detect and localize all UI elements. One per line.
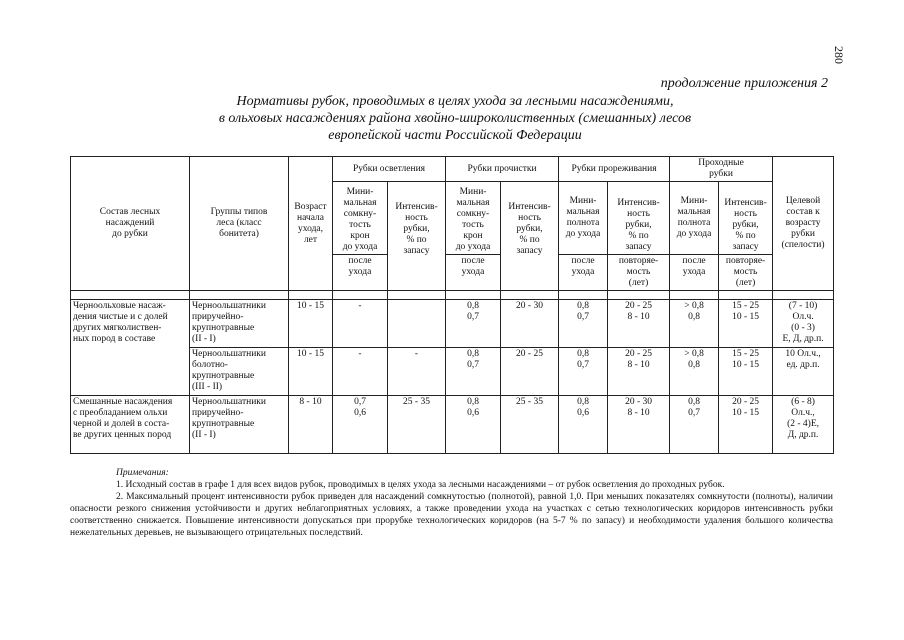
row1-passing-min: > 0,8 0,8: [670, 300, 719, 348]
row3-passing-min: 0,8 0,7: [670, 396, 719, 454]
row3-composition: Смешанные насаждения с преобладанием ольхи черной и долей в соста- ве других ценных пород: [71, 396, 190, 454]
row2-clarification-intensity: -: [388, 348, 446, 396]
row2-passing-intensity: 15 - 25 10 - 15: [719, 348, 773, 396]
row2-cleaning-intensity: 20 - 25: [501, 348, 559, 396]
table-row: [71, 300, 834, 348]
header-min-density-passing: Мини- мальная полнота до ухода: [670, 182, 719, 255]
header-intensity-cleaning: Интенсив- ность рубки, % по запасу: [501, 182, 559, 291]
row3-start-age: 8 - 10: [289, 396, 333, 454]
row3-clarification-intensity: 25 - 35: [388, 396, 446, 454]
header-target: Целевой состав к возрасту рубки (спелости): [773, 157, 834, 291]
notes-section: [70, 467, 833, 539]
row2-thinning-intensity: 20 - 25 8 - 10: [608, 348, 670, 396]
title-line-1: Нормативы рубок, проводимых в целях ухода за лесными насаждениями,: [236, 94, 674, 109]
row1-cleaning-min: 0,8 0,7: [446, 300, 501, 348]
note-1: 1. Исходный состав в графе 1 для всех видов рубок, проводимых в целях ухода за лесными насаждениями – от рубок осветления до проходных рубок.: [116, 480, 725, 490]
row2-clarification-min: -: [333, 348, 388, 396]
header-start-age: Возраст начала ухода, лет: [289, 157, 333, 291]
row1-composition: Черноольховые насаж- дения чистые и с долей других мягколиствен- ных пород в составе: [71, 300, 190, 396]
row1-thinning-min: 0,8 0,7: [559, 300, 608, 348]
row3-target: (6 - 8) Ол.ч., (2 - 4)Е, Д, др.п.: [773, 396, 834, 454]
header-after-clarification: после ухода: [333, 255, 388, 291]
header-min-crown-cleaning: Мини- мальная сомкну- тость крон до ухода: [446, 182, 501, 255]
row2-target: 10 Ол.ч., ед. др.п.: [773, 348, 834, 396]
title-line-2: в ольховых насаждениях района хвойно-широколиственных (смешанных) лесов: [218, 111, 692, 126]
note-2: 2. Максимальный процент интенсивности рубок приведен для насаждений сомкнутостью (полнотой), равной 1,0. При меньших показателях сомкнутости (полноты), наличии опасности резкого снижения устойчивости и других неблагоприятных условиях, а также проведении ухода на участках с сетью технологических коридоров интенсивность рубки соответственно снижается. Повышение интенсивности допускаться при прорубке технологических коридоров (на 5-7 % по запасу) и необходимости удаления большого количества нежелательных деревьев, не вызывающего отрицательных последствий.: [70, 492, 833, 538]
row3-cleaning-min: 0,8 0,6: [446, 396, 501, 454]
header-intensity-clarification: Интенсив- ность рубки, % по запасу: [388, 182, 446, 291]
row1-target: (7 - 10) Ол.ч. (0 - 3) Е, Д, др.п.: [773, 300, 834, 348]
header-min-crown-clarification: Мини- мальная сомкну- тость крон до ухода: [333, 182, 388, 255]
continuation-label: продолжение приложения 2: [660, 76, 828, 91]
header-clarification: Рубки осветления: [333, 157, 446, 182]
row2-thinning-min: 0,8 0,7: [559, 348, 608, 396]
table-row: [71, 396, 834, 454]
page-number: 280: [832, 46, 846, 64]
header-after-thinning: после ухода: [559, 255, 608, 291]
header-repeat-passing: повторяе- мость (лет): [719, 255, 773, 291]
row3-cleaning-intensity: 25 - 35: [501, 396, 559, 454]
row3-forest-type: Черноольшатники приручейно- крупнотравные (II - I): [190, 396, 289, 454]
header-thinning: Рубки прореживания: [559, 157, 670, 182]
header-composition: Состав лесных насаждений до рубки: [71, 157, 190, 291]
header-intensity-thinning: Интенсив- ность рубки, % по запасу: [608, 182, 670, 255]
notes-heading: Примечания:: [116, 468, 169, 478]
row1-clarification-intensity: [388, 300, 446, 348]
header-min-density-thinning: Мини- мальная полнота до ухода: [559, 182, 608, 255]
header-passing: Проходные рубки: [670, 157, 773, 182]
header-after-cleaning: после ухода: [446, 255, 501, 291]
row3-clarification-min: 0,7 0,6: [333, 396, 388, 454]
row1-clarification-min: -: [333, 300, 388, 348]
title-line-3: европейской части Российской Федерации: [328, 128, 582, 143]
header-cleaning: Рубки прочистки: [446, 157, 559, 182]
row2-start-age: 10 - 15: [289, 348, 333, 396]
norms-table: [70, 156, 834, 454]
header-intensity-passing: Интенсив- ность рубки, % по запасу: [719, 182, 773, 255]
header-forest-type: Группы типов леса (класс бонитета): [190, 157, 289, 291]
row2-cleaning-min: 0,8 0,7: [446, 348, 501, 396]
header-repeat-thinning: повторяе- мость (лет): [608, 255, 670, 291]
row1-forest-type: Черноольшатники приручейно- крупнотравные (II - I): [190, 300, 289, 348]
row3-thinning-intensity: 20 - 30 8 - 10: [608, 396, 670, 454]
row1-passing-intensity: 15 - 25 10 - 15: [719, 300, 773, 348]
row3-thinning-min: 0,8 0,6: [559, 396, 608, 454]
row2-passing-min: > 0,8 0,8: [670, 348, 719, 396]
header-after-passing: после ухода: [670, 255, 719, 291]
row3-passing-intensity: 20 - 25 10 - 15: [719, 396, 773, 454]
row2-forest-type: Черноольшатники болотно- крупнотравные (III - II): [190, 348, 289, 396]
row1-thinning-intensity: 20 - 25 8 - 10: [608, 300, 670, 348]
row1-start-age: 10 - 15: [289, 300, 333, 348]
row1-cleaning-intensity: 20 - 30: [501, 300, 559, 348]
